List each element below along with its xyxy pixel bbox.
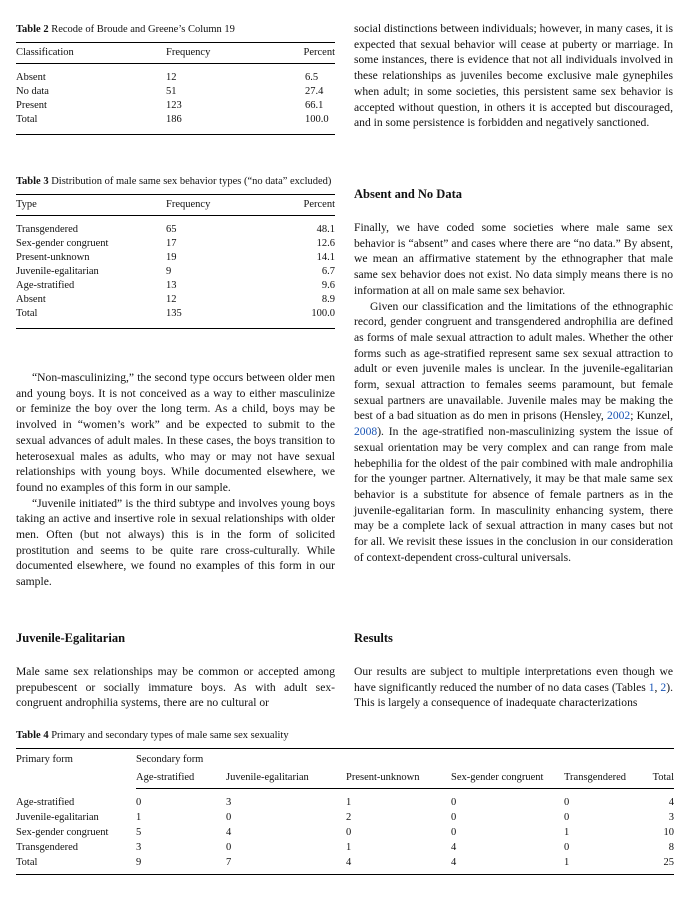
count-cell: 0 [564,812,570,823]
count-cell: 0 [226,842,232,853]
text-span: ; Kunzel, [630,409,674,423]
count-cell: 0 [564,797,570,808]
frequency-cell [166,293,266,307]
text-span: Our results are subject to multiple interpretations even though we have significantly reduced the number of no data cases (Tables [354,665,673,694]
frequency-value: 123 [166,100,182,111]
row-label: Present [16,100,47,111]
table-row [16,307,335,329]
percent-value: 12.6 [316,238,335,249]
row-label: Juvenile-egalitarian [16,812,99,823]
column-header: Transgendered [564,767,644,789]
section-heading-results: Results [354,631,393,645]
count-cell: 0 [451,812,457,823]
frequency-cell [166,265,266,279]
column-header: Frequency [166,195,266,216]
table-4 [16,729,674,875]
count-cell: 1 [346,842,352,853]
count-cell: 25 [644,855,674,875]
text-span: ). This is largely a consequence of inadequate characterizations [354,680,673,710]
frequency-cell [166,307,266,329]
row-label: Total [16,113,166,135]
paragraph-absent-definition: Finally, we have coded some societies where male same sex behavior is “absent” and cases where there are “no data.” By absent, we mean an affirmative statement by the ethnographer that male same sex behavior does not exist. No data simply means there is no information at all on male same sex behavior. [354,221,673,297]
percent-cell [266,251,335,265]
percent-cell [266,279,335,293]
row-label: No data [16,86,49,97]
citation-link-kunzel[interactable]: 2008 [354,425,378,439]
count-cell: 3 [226,797,232,808]
percent-value: 9.6 [321,280,335,291]
count-cell: 0 [136,797,142,808]
table-row [16,810,674,825]
column-header: Type [16,195,166,216]
frequency-value: 9 [166,266,172,277]
table-row [16,855,674,875]
column-header: Present-unknown [346,767,451,789]
count-cell: 4 [451,855,564,875]
table-4-caption-text: Primary and secondary types of male same sex sexuality [51,730,289,741]
secondary-form-header: Secondary form [136,749,674,768]
frequency-cell [166,237,266,251]
table-2-label: Table 2 [16,24,49,35]
percent-value: 8.9 [321,294,335,305]
count-cell: 0 [564,842,570,853]
frequency-value: 186 [166,114,182,125]
table-2 [16,23,335,135]
paragraph-social-distinctions: social distinctions between individuals; however, in many cases, it is expected that sexual behavior will cease at puberty or marriage. In some instances, there is evidence that not all individuals involved in these relationships as juveniles become exclusive male gynephiles when adult; in some societies, this persistent same sex behavior is accepted without question, in others it is accepted but discouraged, and in some persistence is forbidden and negatively sanctioned. [354,22,673,130]
frequency-value: 19 [166,252,177,263]
section-heading-juvenile-egalitarian: Juvenile-Egalitarian [16,631,126,645]
table-header-row [16,749,674,768]
row-label: Total [16,855,136,875]
column-header: Juvenile-egalitarian [226,767,346,789]
percent-value: 14.1 [316,252,335,263]
text-span: Given our classification and the limitations of the ethnographic record, gender congruent and transgendered androphilia are defined as forms of male sexual attraction to adult males. Whether the other forms such as age-stratified represent same sex sexual attraction to adult or even juvenile males is unclear. In the juvenile-egalitarian form, sexual attraction to females seems paramount, but female sexual partners are unavailable. Juvenile males may be making the best of a bad situation as do men in prisons (Hensley, [354,299,673,423]
percent-cell [266,113,335,135]
frequency-cell [166,251,266,265]
row-label: Absent [16,72,46,83]
count-cell: 1 [564,855,644,875]
percent-value: 66.1 [305,100,324,111]
count-cell: 1 [564,827,570,838]
table-2-caption-text: Recode of Broude and Greene’s Column 19 [51,24,235,35]
percent-cell [266,64,335,86]
column-header: Total [644,767,674,789]
citation-link-hensley[interactable]: 2002 [607,409,631,423]
count-cell: 8 [668,842,674,853]
table-2-grid [16,42,335,135]
right-text-block [354,220,673,565]
frequency-value: 12 [166,294,177,305]
row-label: Juvenile-egalitarian [16,266,99,277]
table-row [16,237,335,251]
percent-value: 100.0 [311,308,335,319]
left-text-block [16,370,335,590]
count-cell: 10 [663,827,674,838]
count-cell: 5 [136,827,142,838]
column-header: Percent [266,195,335,216]
paragraph-non-masculinizing: “Non-masculinizing,” the second type occurs between older men and young boys. It is not conceived as a way to either masculinize or feminize the boy over the long term. As a child, boys may be involved in “women’s work” and be expected to submit to the sexual advances of adult males. In these cases, the boys transition to heterosexual males as adults, who may or may not have sexual relationships with young boys. While documented elsewhere, we found no examples of this form in our sample. [16,371,335,494]
count-cell: 4 [346,855,451,875]
table-3-label: Table 3 [16,176,49,187]
table-3 [16,175,335,329]
percent-value: 100.0 [305,114,329,125]
frequency-value: 51 [166,86,177,97]
count-cell: 1 [346,797,352,808]
percent-cell [266,85,335,99]
percent-cell [266,216,335,238]
section-heading-absent-no-data: Absent and No Data [354,187,463,201]
table-2-caption [16,23,335,36]
table-header-row [16,195,335,216]
row-label: Total [16,307,166,329]
table-ref-link-2[interactable]: 2 [660,680,667,694]
table-3-caption [16,175,335,188]
count-cell: 4 [668,797,674,808]
table-row [16,293,335,307]
table-4-caption [16,729,674,742]
count-cell: 9 [136,855,226,875]
frequency-value: 65 [166,224,177,235]
text-span: ). In the age-stratified non-masculinizing system the issue of sexual orientation may be very complex and can range from male hebephilia for the oldest of the pair combined with male androphilia for the younger partner. Alternatively, it may be that male same sex behavior is a substitute for absence of female partners as in the juvenile-egalitarian form. In masculinity enhancing system, there may be a complete lack of sexual attraction in many cases but not for all. We revisit these issues in the conclusion in our consideration of context-dependent cross-cultural universals. [354,425,673,564]
count-cell: 7 [226,855,346,875]
count-cell: 0 [451,827,457,838]
frequency-cell [166,279,266,293]
count-cell: 0 [226,812,232,823]
percent-cell [266,265,335,279]
row-label: Absent [16,294,46,305]
row-label: Transgendered [16,842,79,853]
table-row [16,99,335,113]
table-header-row [16,43,335,64]
frequency-cell [166,64,266,86]
percent-cell [266,99,335,113]
percent-cell [266,293,335,307]
paragraph-results [354,664,673,711]
frequency-value: 135 [166,308,182,319]
table-ref-link-1[interactable]: 1 [648,680,655,694]
paragraph-classification-limits [354,299,673,566]
table-row [16,265,335,279]
table-row [16,251,335,265]
table-row [16,113,335,135]
row-label: Sex-gender congruent [16,827,109,838]
table-row [16,85,335,99]
table-row [16,825,674,840]
row-label: Age-stratified [16,280,75,291]
table-row [16,840,674,855]
count-cell: 3 [668,812,674,823]
count-cell: 2 [346,812,352,823]
table-4-grid [16,748,674,875]
column-header: Frequency [166,43,266,64]
count-cell: 3 [136,842,142,853]
frequency-cell [166,99,266,113]
table-row [16,64,335,86]
column-header: Classification [16,43,166,64]
table-3-caption-text: Distribution of male same sex behavior types (“no data” excluded) [51,176,332,187]
text-span: , [654,680,658,694]
row-label: Present-unknown [16,252,90,263]
percent-value: 6.5 [305,72,319,83]
table-3-grid [16,194,335,329]
percent-value: 27.4 [305,86,324,97]
table-4-label: Table 4 [16,730,49,741]
row-label: Age-stratified [16,796,75,808]
count-cell: 1 [136,812,142,823]
percent-cell [266,237,335,251]
count-cell: 0 [451,797,457,808]
column-header: Age-stratified [136,767,226,789]
frequency-cell [166,216,266,238]
percent-cell [266,307,335,329]
paragraph-juvenile-egalitarian: Male same sex relationships may be common or accepted among prepubescent or socially immature boys. As with adult sex-congruent androphilia systems, there are no cultural or [16,665,335,710]
frequency-value: 17 [166,238,177,249]
frequency-value: 12 [166,72,177,83]
table-row [16,279,335,293]
count-cell: 4 [451,842,457,853]
table-row [16,789,674,811]
count-cell: 4 [226,827,232,838]
row-label: Sex-gender congruent [16,238,109,249]
primary-form-header: Primary form [16,749,136,789]
frequency-value: 13 [166,280,177,291]
paragraph-juvenile-initiated: “Juvenile initiated” is the third subtype and involves young boys taking an active and insertive role in sexual relationships with older men. Often (but not always) this is in the form of solicited prostitution and seems to be quite rare cross-culturally. While documented elsewhere, we found no examples of this form in our sample. [16,496,335,589]
percent-value: 48.1 [316,224,335,235]
percent-value: 6.7 [321,266,335,277]
frequency-cell [166,113,266,135]
table-row [16,216,335,238]
column-header: Sex-gender congruent [451,767,564,789]
frequency-cell [166,85,266,99]
column-header: Percent [266,43,335,64]
row-label: Transgendered [16,224,79,235]
count-cell: 0 [346,827,352,838]
